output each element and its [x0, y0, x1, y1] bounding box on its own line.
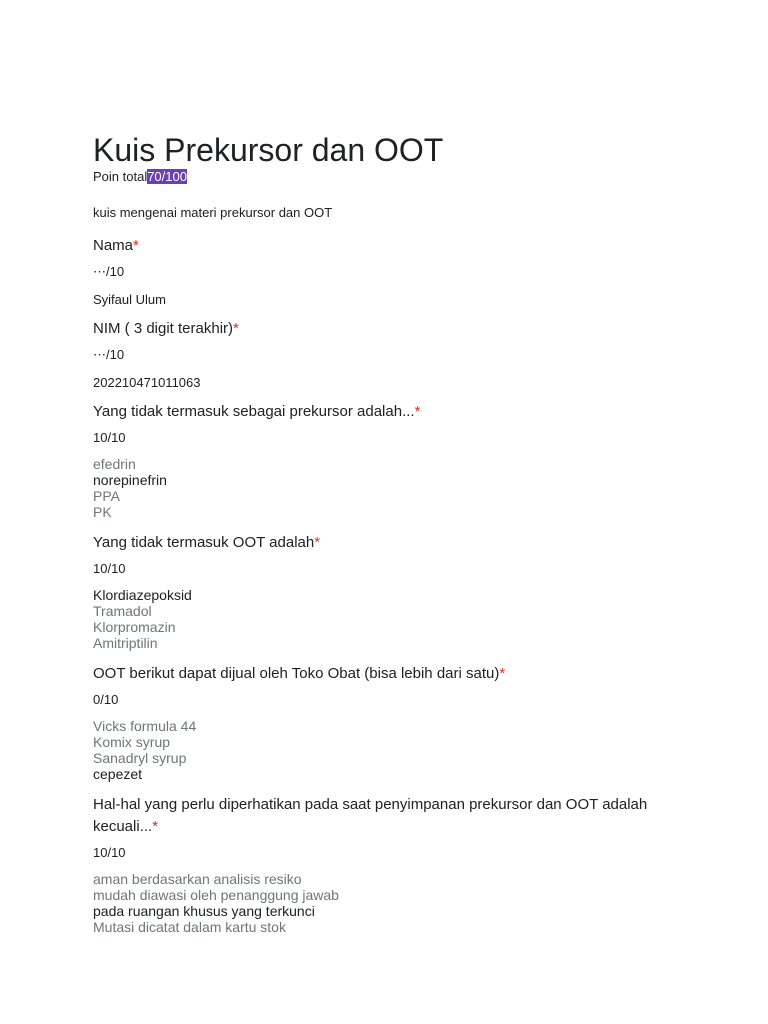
question-title: [93, 318, 713, 340]
question-score: 10/10: [93, 845, 126, 860]
question-score: 0/10: [93, 692, 119, 707]
question-nim: [93, 318, 713, 391]
question-prekursor: [93, 401, 713, 520]
total-score-value: 70/100: [147, 169, 187, 184]
option: aman berdasarkan analisis resiko: [93, 871, 302, 887]
option-list: [93, 456, 713, 520]
form-title: Kuis Prekursor dan OOT: [93, 132, 444, 168]
question-title: [93, 532, 713, 554]
question-oot: [93, 532, 713, 651]
question-score: 10/10: [93, 561, 126, 576]
option: efedrin: [93, 456, 136, 472]
option: mudah diawasi oleh penanggung jawab: [93, 887, 339, 903]
option: Vicks formula 44: [93, 718, 197, 734]
total-score: [93, 169, 713, 185]
option: Sanadryl syrup: [93, 750, 187, 766]
option: PK: [93, 504, 112, 520]
option: Amitriptilin: [93, 635, 158, 651]
option-list: [93, 871, 713, 935]
question-toko-obat: [93, 663, 713, 782]
question-score: ⋯/10: [93, 264, 125, 279]
question-score: ⋯/10: [93, 347, 125, 362]
form-description: kuis mengenai materi prekursor dan OOT: [93, 205, 333, 220]
question-title: [93, 235, 713, 257]
required-asterisk: *: [152, 818, 159, 835]
required-asterisk: *: [314, 534, 321, 551]
required-asterisk: *: [233, 320, 239, 337]
option-list: [93, 718, 713, 782]
question-title: [93, 794, 713, 838]
option: Tramadol: [93, 603, 152, 619]
question-title-text: NIM ( 3 digit terakhir): [93, 320, 234, 337]
question-penyimpanan: [93, 794, 713, 935]
option: Klorpromazin: [93, 619, 176, 635]
text-answer: 202210471011063: [93, 375, 201, 390]
question-title: [93, 663, 713, 685]
quiz-result-page: [93, 132, 713, 935]
question-title-text: Nama: [93, 237, 134, 254]
required-asterisk: *: [133, 237, 139, 254]
question-title-text: Hal-hal yang perlu diperhatikan pada saat penyimpanan prekursor dan OOT adalah kecuali...: [93, 796, 648, 835]
required-asterisk: *: [414, 403, 421, 420]
option-list: [93, 587, 713, 651]
question-title-text: Yang tidak termasuk sebagai prekursor adalah...: [93, 403, 415, 420]
question-title-text: OOT berikut dapat dijual oleh Toko Obat (bisa lebih dari satu): [93, 665, 500, 682]
text-answer: Syifaul Ulum: [93, 292, 166, 307]
option-selected: Klordiazepoksid: [93, 587, 192, 603]
total-score-label: Poin total: [93, 169, 148, 184]
option-selected: norepinefrin: [93, 472, 167, 488]
option: Mutasi dicatat dalam kartu stok: [93, 919, 286, 935]
required-asterisk: *: [499, 665, 506, 682]
option: PPA: [93, 488, 120, 504]
question-nama: [93, 235, 713, 308]
question-title-text: Yang tidak termasuk OOT adalah: [93, 534, 315, 551]
option: Komix syrup: [93, 734, 171, 750]
option-selected: pada ruangan khusus yang terkunci: [93, 903, 315, 919]
question-score: 10/10: [93, 430, 126, 445]
question-title: [93, 401, 713, 423]
option-selected: cepezet: [93, 766, 143, 782]
